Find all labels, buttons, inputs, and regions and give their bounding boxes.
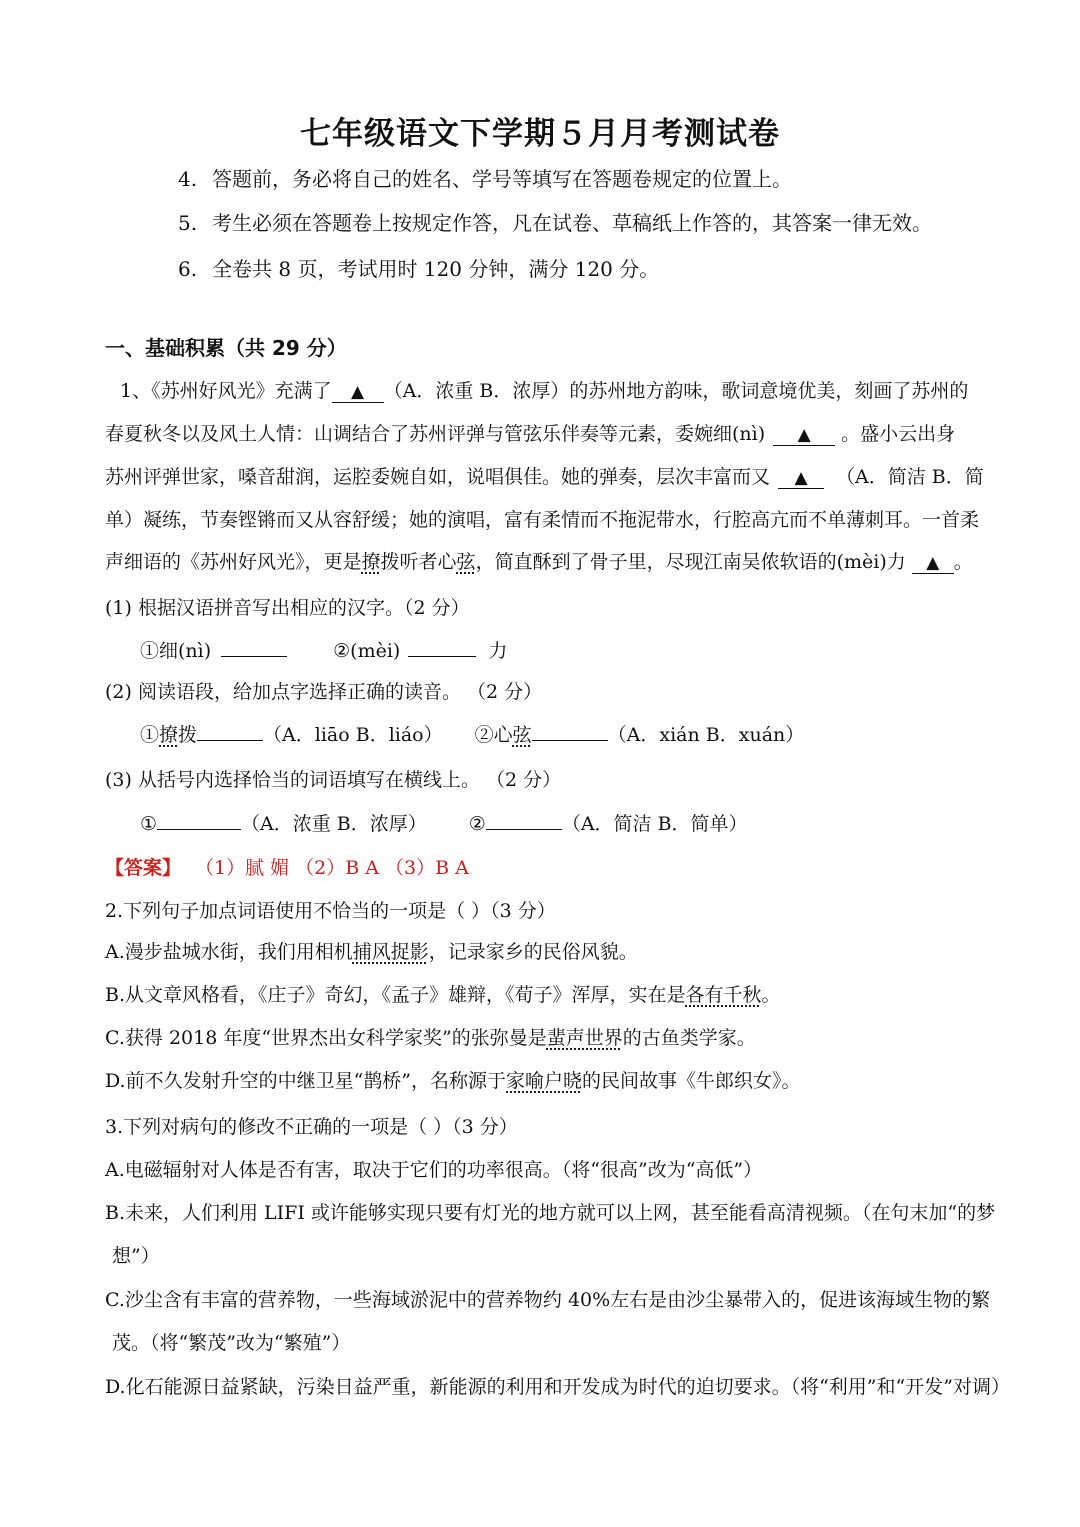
sub-label: ①细(nì)	[140, 640, 212, 662]
notice-number: 4.	[178, 167, 198, 191]
dotted-phrase: 家喻户晓	[506, 1070, 583, 1092]
answer-blank[interactable]	[408, 656, 476, 657]
passage-text: 春夏秋冬以及风土人情：山调结合了苏州评弹与管弦乐伴奏等元素，委婉细(nì)	[105, 423, 766, 445]
option-text: C.获得 2018 年度“世界杰出女科学家奖”的张弥曼是	[105, 1027, 547, 1049]
sub-label: ①	[140, 724, 160, 746]
dotted-phrase: 捕风捉影	[352, 941, 429, 963]
answer-text: （1）腻 媚 （2）B A （3）B A	[195, 857, 469, 879]
answer-blank[interactable]	[221, 656, 287, 657]
answer-blank[interactable]	[157, 829, 241, 830]
answer-blank[interactable]	[197, 740, 263, 741]
options-text: （A．浓重 B．浓厚）	[241, 813, 427, 835]
options-text: （A．liāo B．liáo）	[263, 724, 443, 746]
option-text: ，记录家乡的民俗风貌。	[428, 941, 638, 963]
sub-label: ②(mèi)	[333, 640, 401, 662]
notice-number: 5.	[178, 211, 198, 235]
answer-blank[interactable]	[773, 424, 835, 446]
q2-option-b	[105, 982, 781, 1008]
sub-label: ②	[468, 813, 486, 835]
q1-passage-line	[105, 464, 984, 490]
q1-sub3-row	[140, 811, 748, 837]
option-text: D.前不久发射升空的中继卫星“鹊桥”，名称源于	[105, 1070, 507, 1092]
options-text: （A．xián B．xuán）	[607, 724, 805, 746]
page-title: 七年级语文下学期５月月考测试卷	[300, 116, 780, 152]
triangle-icon: ▲	[794, 468, 808, 488]
q3-option-a: A.电磁辐射对人体是否有害，取决于它们的功率很高。（将“很高”改为“高低”）	[105, 1159, 763, 1181]
q1-passage-line: 单）凝练，节奏铿锵而又从容舒缓；她的演唱，富有柔情而不拖泥带水，行腔高亢而不单薄刺耳。一首柔	[105, 509, 980, 531]
option-text: 的古鱼类学家。	[622, 1027, 756, 1049]
q1-passage-line	[105, 421, 955, 447]
passage-text: 。盛小云出身	[841, 423, 956, 445]
options-text: （A．简洁 B．简单）	[561, 813, 748, 835]
notice-text: 全卷共 8 页，考试用时 120 分钟，满分 120 分。	[212, 257, 660, 281]
answer-blank[interactable]	[532, 740, 608, 741]
q1-sub1-row	[140, 638, 507, 664]
q3-option-d: D.化石能源日益紧缺，污染日益严重，新能源的利用和开发成为时代的迫切要求。（将“利用”和“开发”对调）	[105, 1376, 1010, 1398]
option-text: 的民间故事《牛郎织女》。	[582, 1070, 801, 1092]
option-text: 。	[761, 984, 781, 1006]
answer-blank[interactable]	[912, 552, 954, 574]
notice-number: 6.	[178, 257, 198, 281]
q1-sub1-stem: (1) 根据汉语拼音写出相应的汉字。（2 分）	[105, 597, 470, 619]
q1-passage-line	[120, 378, 968, 404]
sub-label: ①	[140, 813, 158, 835]
dotted-char: 撩	[159, 724, 179, 746]
q2-option-c	[105, 1025, 756, 1051]
triangle-icon: ▲	[351, 382, 365, 402]
passage-text: ，简直酥到了骨子里，尽现江南吴侬软语的(mèi)力	[475, 551, 906, 573]
notice-text: 考生必须在答题卷上按规定作答，凡在试卷、草稿纸上作答的，其答案一律无效。	[212, 211, 932, 235]
answer-tag: 【答案】	[105, 857, 182, 879]
dotted-char: 弦	[456, 551, 476, 573]
passage-text: 声细语的《苏州好风光》，更是	[105, 551, 362, 573]
dotted-char: 撩	[361, 551, 381, 573]
dotted-char: 弦	[512, 724, 532, 746]
section-heading: 一、基础积累（共 29 分）	[105, 336, 347, 360]
q3-stem: 3.下列对病句的修改不正确的一项是（ ）（3 分）	[105, 1116, 518, 1138]
q1-answer	[105, 855, 469, 881]
passage-text: 苏州评弹世家，嗓音甜润，运腔委婉自如，说唱俱佳。她的弹奏，层次丰富而又	[105, 466, 771, 488]
passage-text: （A．简洁 B．简	[836, 466, 984, 488]
triangle-icon: ▲	[797, 425, 811, 445]
q2-option-a	[105, 939, 638, 965]
option-text: A.漫步盐城水街，我们用相机	[105, 941, 353, 963]
answer-blank[interactable]	[332, 381, 384, 403]
q2-stem: 2.下列句子加点词语使用不恰当的一项是（ ）（3 分）	[105, 900, 556, 922]
q3-option-b-cont: 想”）	[112, 1245, 160, 1267]
dotted-phrase: 蜚声世界	[546, 1027, 623, 1049]
passage-text: 1、《苏州好风光》充满了	[120, 380, 332, 402]
q3-option-b: B.未来，人们利用 LIFI 或许能够实现只要有灯光的地方就可以上网，甚至能看高清视频。（在句末加“的梦	[105, 1202, 996, 1224]
passage-text: 。	[953, 551, 973, 573]
dotted-phrase: 各有千秋	[685, 984, 762, 1006]
option-text: B.从文章风格看，《庄子》奇幻，《孟子》雄辩，《荀子》浑厚，实在是	[105, 984, 686, 1006]
sub-label: ②心	[474, 724, 513, 746]
q1-sub2-stem: (2) 阅读语段，给加点字选择正确的读音。 （2 分）	[105, 681, 543, 703]
passage-text: （A．浓重 B．浓厚）的苏州地方韵味，歌词意境优美，刻画了苏州的	[383, 380, 969, 402]
answer-blank[interactable]	[778, 467, 824, 489]
q1-sub2-row	[140, 722, 804, 748]
q1-sub3-stem: (3) 从括号内选择恰当的词语填写在横线上。 （2 分）	[105, 769, 562, 791]
triangle-icon: ▲	[926, 553, 940, 573]
q3-option-c-cont: 茂。（将“繁茂”改为“繁殖”）	[112, 1332, 351, 1354]
q3-option-c: C.沙尘含有丰富的营养物，一些海域淤泥中的营养物约 40%左右是由沙尘暴带入的，促进该海域生物的繁	[105, 1289, 991, 1311]
notice-text: 答题前，务必将自己的姓名、学号等填写在答题卷规定的位置上。	[212, 167, 792, 191]
sub-label: 拨	[178, 724, 198, 746]
notice-item	[178, 166, 792, 192]
q1-passage-line	[105, 549, 973, 575]
q2-option-d	[105, 1068, 801, 1094]
notice-item	[178, 210, 932, 236]
notice-item	[178, 256, 659, 282]
answer-blank[interactable]	[486, 829, 562, 830]
passage-text: 拨听者心	[380, 551, 457, 573]
sub-label: 力	[488, 640, 508, 662]
